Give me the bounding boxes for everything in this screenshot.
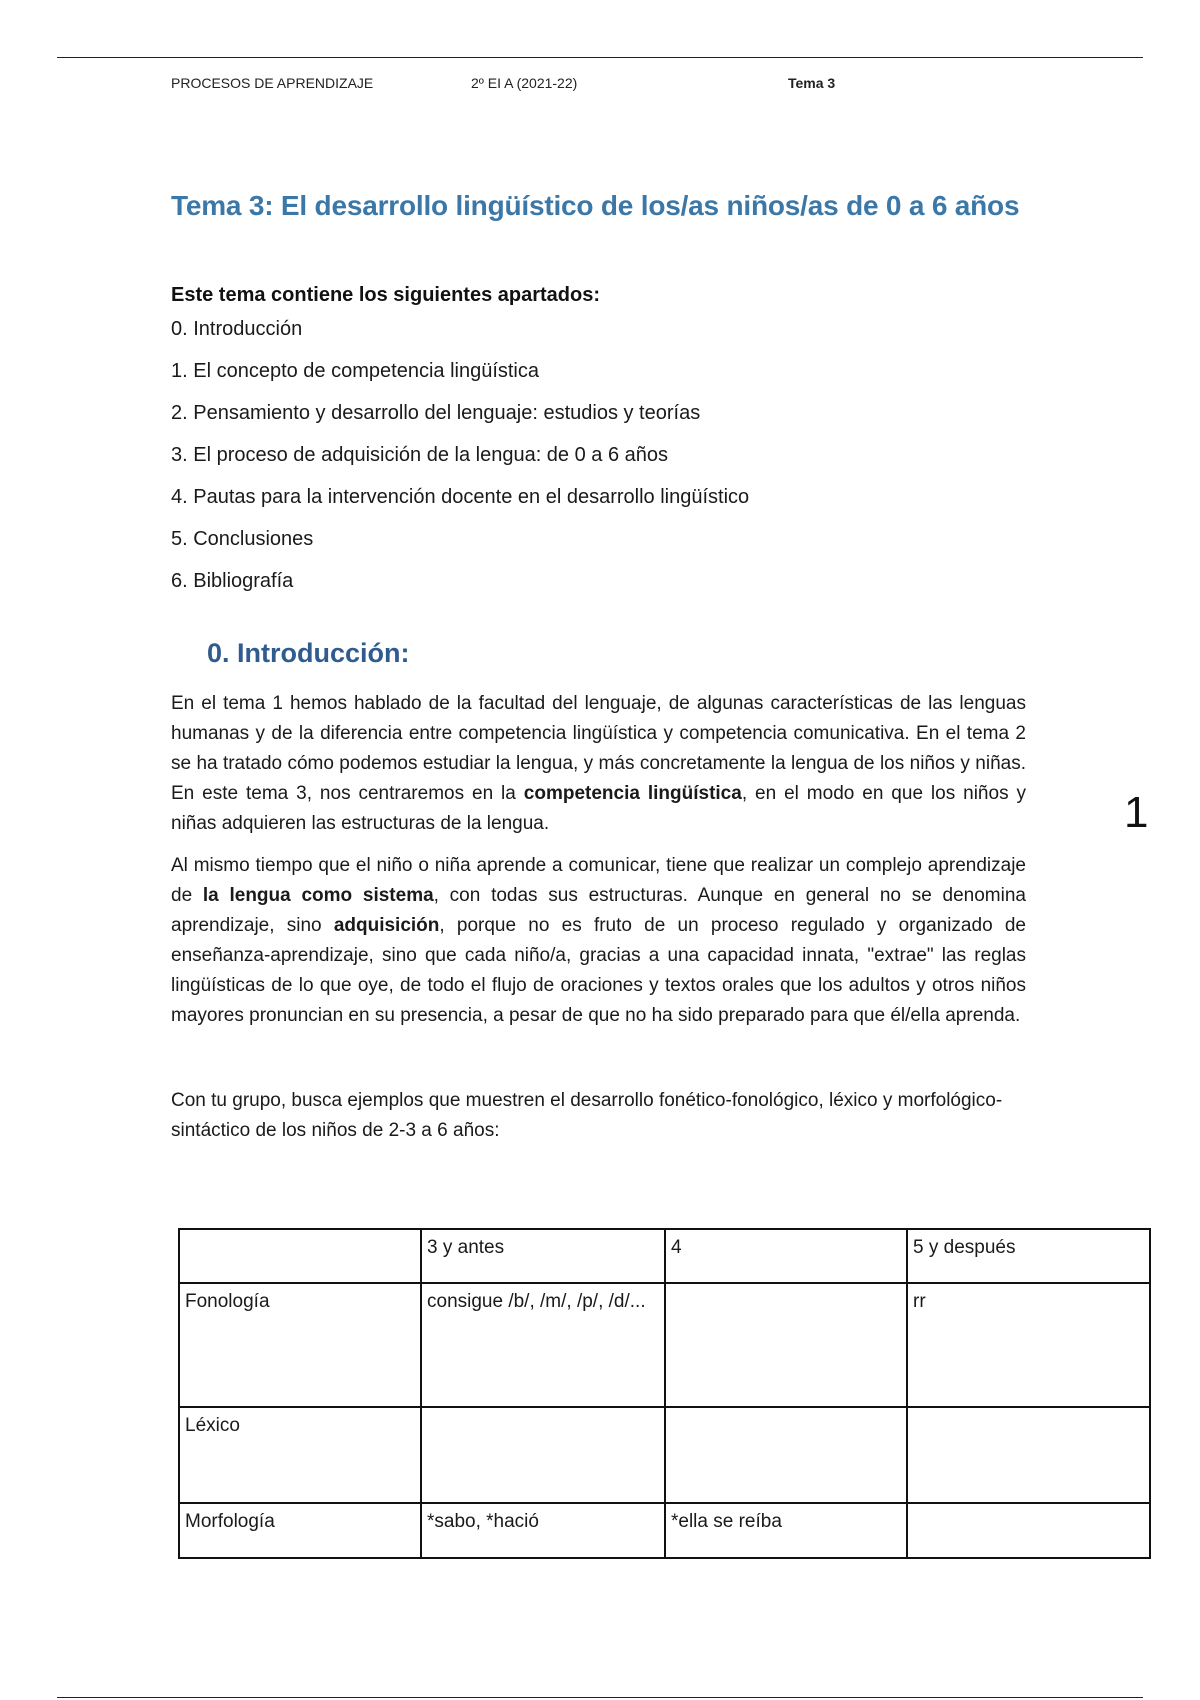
emphasis-text: adquisición (333, 915, 440, 936)
table-cell: consigue /b/, /m/, /p/, /d/... (421, 1283, 665, 1407)
document-body (171, 180, 1026, 1146)
contents-item: 2. Pensamiento y desarrollo del lenguaje: estudios y teorías (171, 402, 701, 424)
table-header-cell (179, 1229, 421, 1283)
contents-intro: Este tema contiene los siguientes apartados: (171, 284, 601, 306)
table-cell: *sabo, *hació (421, 1503, 665, 1558)
header-rule (57, 57, 1143, 58)
table-header-cell: 5 y después (907, 1229, 1150, 1283)
table-header-cell: 3 y antes (421, 1229, 665, 1283)
intro-paragraph-1 (171, 689, 1026, 839)
table-cell: *ella se reíba (665, 1503, 907, 1558)
contents-item: 4. Pautas para la intervención docente en el desarrollo lingüístico (171, 486, 750, 508)
contents-item: 5. Conclusiones (171, 528, 314, 550)
table-header-row (179, 1229, 1150, 1283)
section-number: 0. (207, 638, 230, 668)
emphasis-text: la lengua como sistema (202, 885, 434, 906)
footer-rule (57, 1697, 1143, 1698)
paragraph-text: En el tema 1 hemos hablado de la facultad del lenguaje, de algunas características de las lenguas humanas y de la diferencia entre competencia lingüística y competencia comunicativa. En el tema 2 se ha tratado cómo podemos estudiar la lengua, y más concretamente la lengua de los niños y niñas. En este tema 3, nos centraremos en la (171, 693, 1026, 804)
contents-list (171, 319, 1026, 591)
table-row-label: Morfología (179, 1503, 421, 1558)
table-row-label: Léxico (179, 1407, 421, 1503)
activity-prompt: Con tu grupo, busca ejemplos que muestren el desarrollo fonético-fonológico, léxico y morfológico-sintáctico de los niños de 2-3 a 6 años: (171, 1090, 1003, 1141)
section-title: Introducción: (237, 638, 410, 668)
emphasis-text: competencia lingüística (523, 783, 742, 804)
table-row-label: Fonología (179, 1283, 421, 1407)
table-row (179, 1503, 1150, 1558)
paragraph-text: , en el modo en que los niños y niñas adquieren las estructuras de la lengua. (171, 783, 1026, 834)
table-cell (907, 1407, 1150, 1503)
contents-item: 1. El concepto de competencia lingüística (171, 360, 539, 382)
contents-item: 0. Introducción (171, 318, 303, 340)
table-cell (421, 1407, 665, 1503)
contents-item: 6. Bibliografía (171, 570, 294, 592)
paragraph-text: , porque no es fruto de un proceso regulado y organizado de enseñanza-aprendizaje, sino que cada niño/a, gracias a una capacidad innata, "extrae" las reglas lingüísticas de lo que oye, de todo el flujo de oraciones y textos orales que los adultos y otros niños mayores pronuncian en su presencia, a pesar de que no ha sido preparado para que él/ella aprenda. (171, 915, 1026, 1026)
contents-item: 3. El proceso de adquisición de la lengua: de 0 a 6 años (171, 444, 669, 466)
header-topic: Tema 3 (788, 75, 836, 91)
section-heading (207, 638, 1026, 669)
table-cell: rr (907, 1283, 1150, 1407)
page-number: 1 (1124, 788, 1149, 837)
table-row (179, 1407, 1150, 1503)
examples-table (178, 1228, 1151, 1559)
document-title: Tema 3: El desarrollo lingüístico de los/as niños/as de 0 a 6 años (171, 190, 1020, 221)
table-cell (907, 1503, 1150, 1558)
paragraph-text: Al mismo tiempo que el niño o niña aprende a comunicar, tiene que realizar un complejo aprendizaje de (171, 855, 1026, 906)
table-cell (665, 1283, 907, 1407)
header-course: PROCESOS DE APRENDIZAJE (171, 75, 374, 91)
table-header-cell: 4 (665, 1229, 907, 1283)
table-cell (665, 1407, 907, 1503)
intro-paragraph-2 (171, 851, 1026, 1031)
paragraph-text: , con todas sus estructuras. Aunque en general no se denomina aprendizaje, sino (171, 885, 1026, 936)
table-row (179, 1283, 1150, 1407)
header-group: 2º EI A (2021-22) (471, 75, 578, 91)
